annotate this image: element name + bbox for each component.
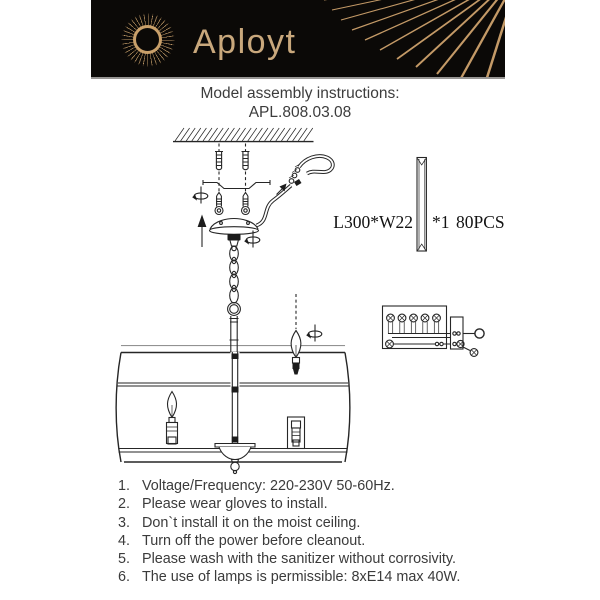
mounting-bracket (203, 180, 270, 189)
instruction-text: Voltage/Frequency: 220-230V 50-60Hz. (142, 478, 395, 494)
instruction-text: Turn off the power before cleanout. (142, 532, 366, 549)
page-title: Model assembly instructions: (200, 85, 400, 102)
candle-bulb-left (167, 392, 178, 445)
wire-connector (289, 165, 302, 187)
mounting-screws (215, 193, 250, 215)
instruction-text: Please wear gloves to install. (142, 496, 328, 513)
instruction-item (118, 568, 460, 586)
center-rod (231, 352, 240, 443)
instruction-list (118, 477, 460, 587)
instruction-item (118, 477, 460, 495)
terminal-screws (387, 314, 441, 333)
candle-bulb-right (288, 417, 305, 449)
instruction-item (118, 495, 460, 513)
instruction-item (118, 550, 460, 568)
hanging-rod (230, 316, 239, 352)
crystal-rod-part (417, 158, 426, 252)
instruction-number: 5. (118, 551, 131, 567)
up-arrow-icon (198, 215, 207, 248)
rod-count-label: *1 (432, 212, 450, 232)
instruction-number: 3. (118, 514, 131, 531)
instruction-number: 1. (118, 478, 131, 494)
brand-name: Aployt (193, 23, 297, 61)
bottom-bowl-finial (215, 444, 255, 474)
hanging-chain (228, 246, 241, 315)
rod-size-label: L300*W22 (333, 212, 413, 232)
wall-anchors (215, 152, 250, 170)
instruction-number: 4. (118, 532, 131, 549)
instruction-text: Don`t install it on the moist ceiling. (142, 514, 361, 531)
instruction-number: 2. (118, 496, 131, 513)
rotate-icon (192, 187, 322, 342)
wiring-diagram (383, 306, 485, 356)
instruction-item (118, 532, 460, 550)
instruction-text: The use of lamps is permissible: 8xE14 max 40W. (142, 569, 461, 586)
model-number: APL.808.03.08 (248, 104, 352, 121)
power-wire (257, 156, 333, 225)
ceiling-hatch (173, 128, 314, 142)
instruction-item (118, 514, 460, 532)
instruction-number: 6. (118, 569, 131, 586)
instruction-text: Please wash with the sanitizer without corrosivity. (142, 551, 457, 567)
rod-pcs-label: 80PCS (456, 212, 505, 232)
